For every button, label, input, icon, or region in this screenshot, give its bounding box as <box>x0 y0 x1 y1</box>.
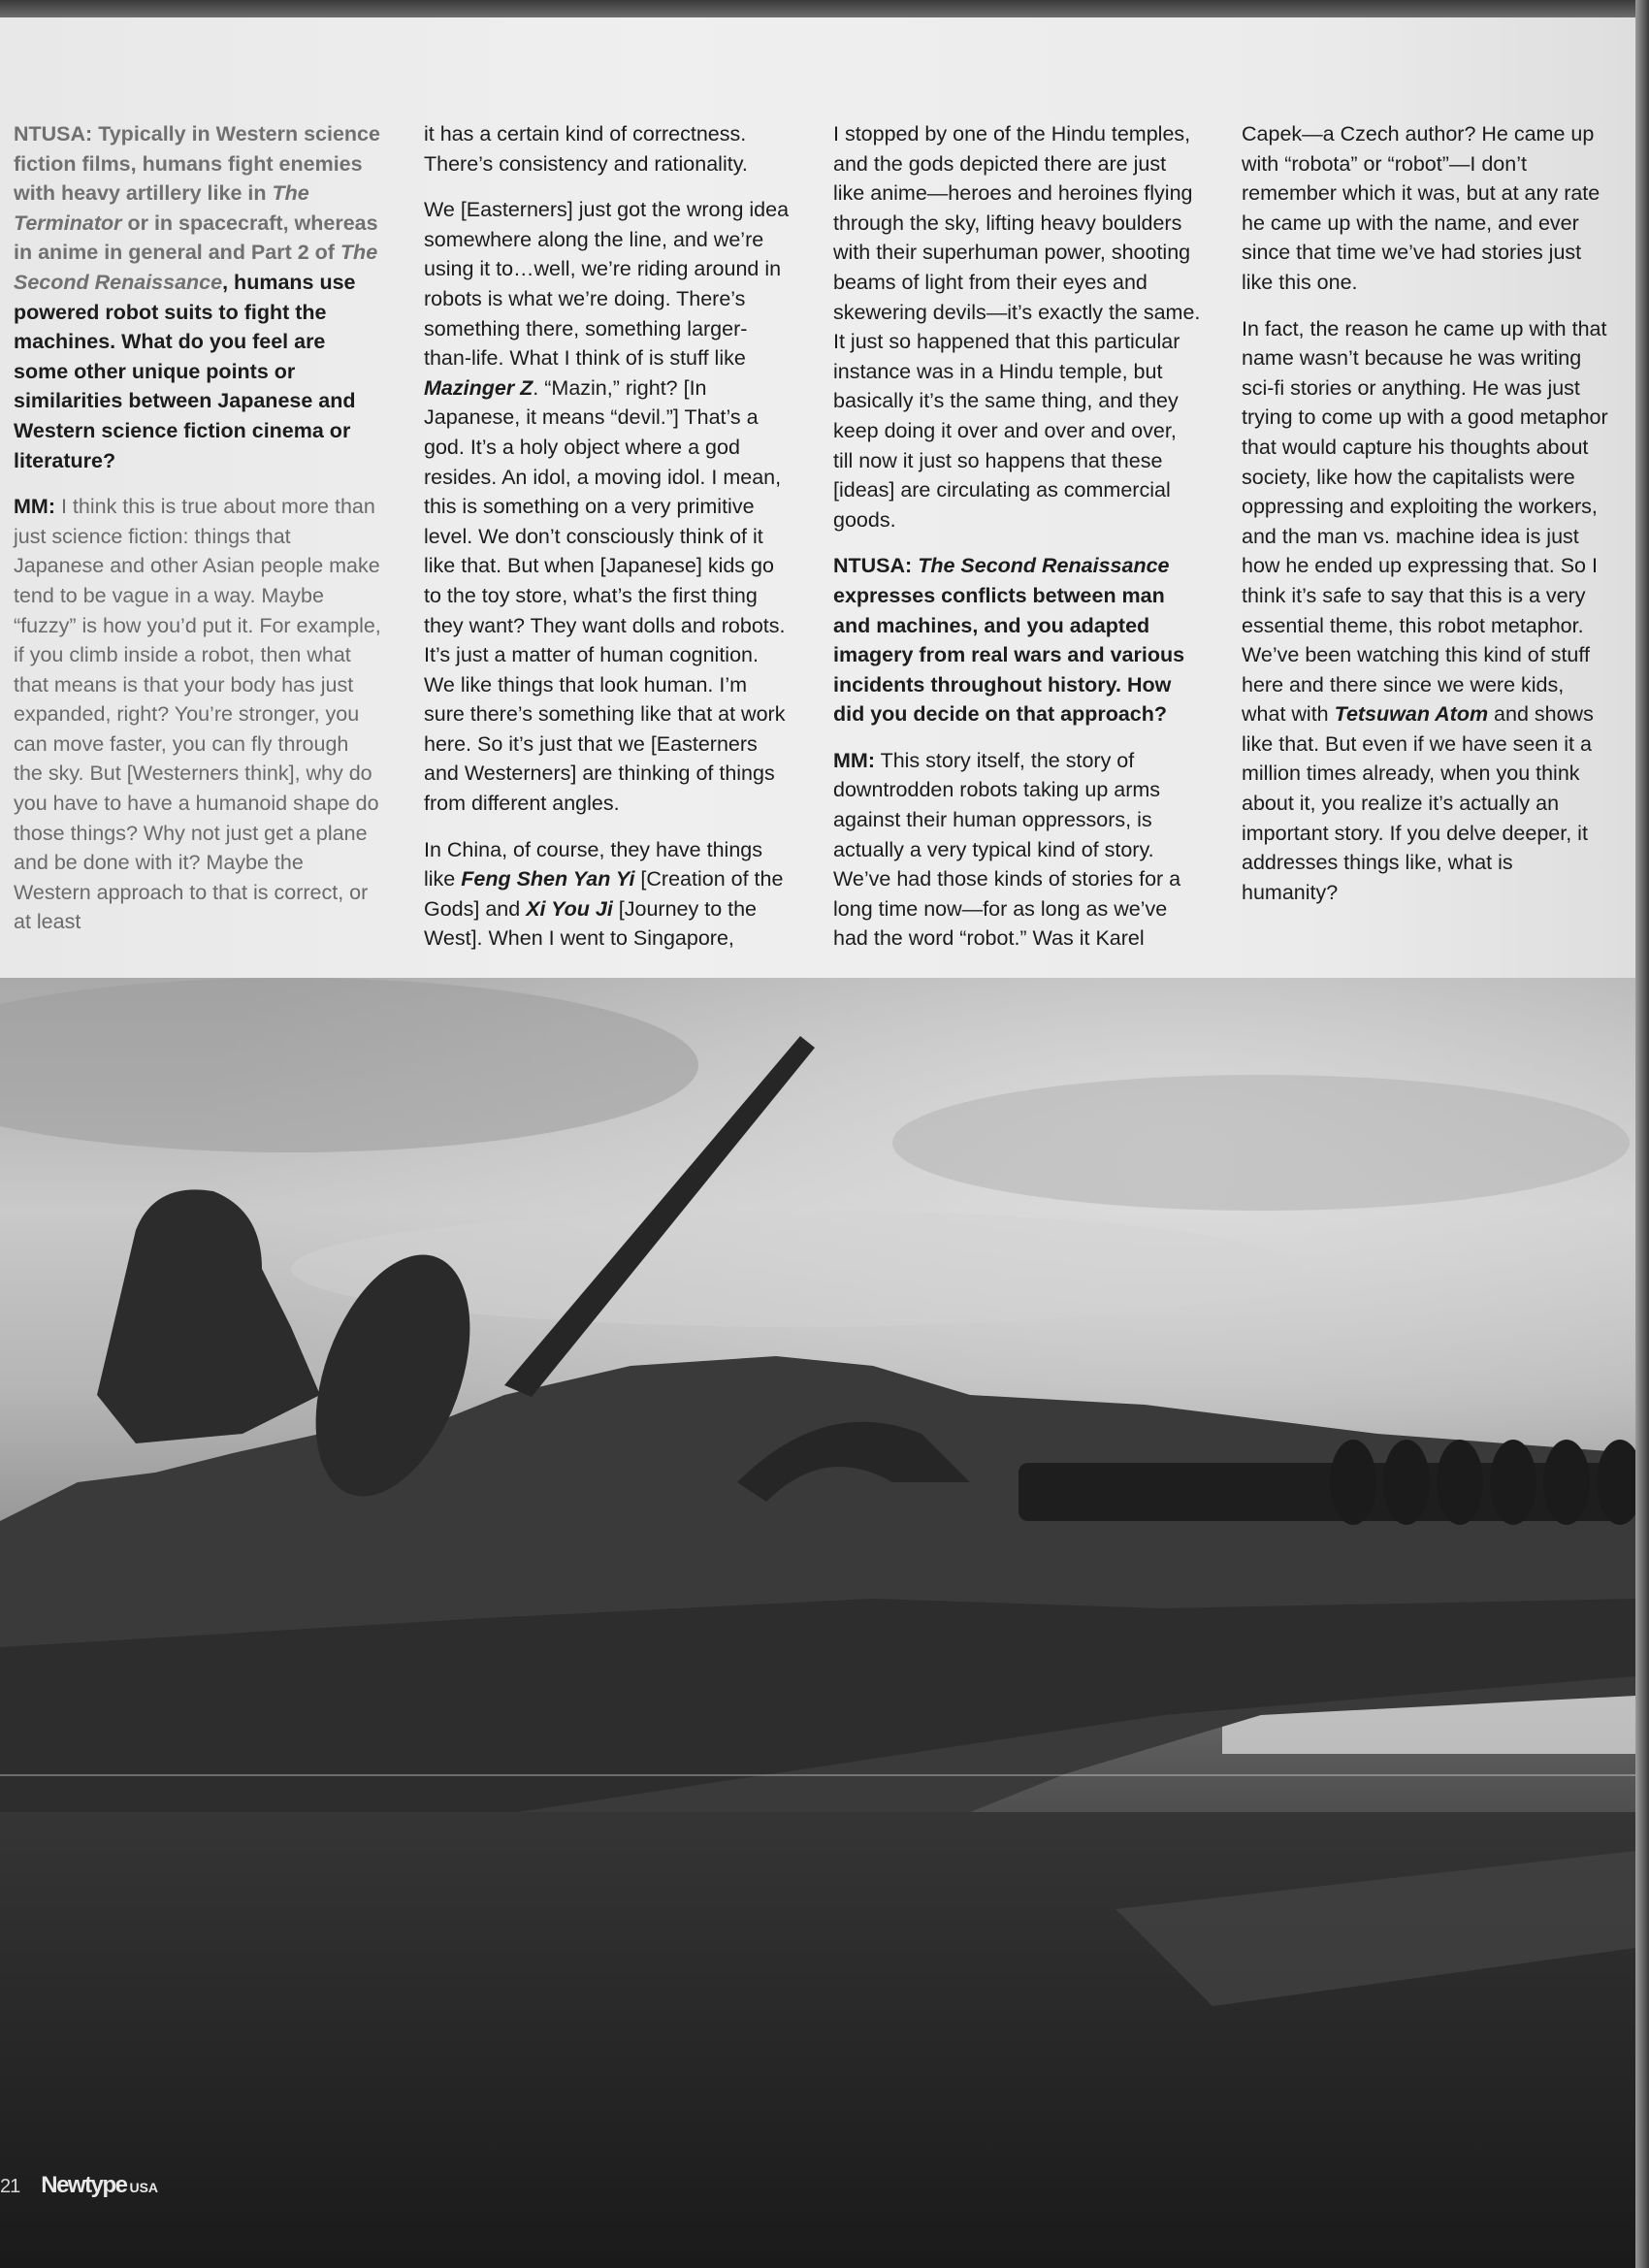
paragraph: I stopped by one of the Hindu temples, and the gods depicted there are just like anime—heroes and heroines flying through the sky, lifting heavy boulders with their superhuman power, shooting beams of light from their eyes and skewering devils—it’s exactly the same. It just so happened that this particular instance was in a Hindu temple, but basically it’s the same thing, and they keep doing it over and over and over, till now it just so happens that these [ideas] are circulating as commercial goods. <box>833 122 1201 532</box>
film-title: The Second Renaissance <box>14 241 378 294</box>
page-number: 21 <box>0 2176 20 2197</box>
anime-title: Tetsuwan Atom <box>1334 702 1489 727</box>
tank-silhouette-photo <box>0 978 1635 2268</box>
article-column-4 <box>1242 119 1610 923</box>
gun-barrel-main <box>1018 1463 1635 1521</box>
novel-title: Feng Shen Yan Yi <box>461 867 635 891</box>
anime-title: Mazinger Z <box>424 375 534 400</box>
tank-illustration <box>0 978 1635 2268</box>
answer-label: MM: <box>833 748 875 772</box>
article-column-3 <box>833 119 1202 970</box>
page-footer <box>0 2172 158 2201</box>
interview-answer-2: MM: This story itself, the story of downtrodden robots taking up arms against their human oppressors, is actually a very typical kind of story. We’ve had those kinds of stories for a long time now—for as long as we’ve had the word “robot.” Was it Karel <box>833 748 1181 951</box>
paragraph: We [Easterners] just got the wrong idea somewhere along the line, and we’re using it to…well, we’re riding around in robots is what we’re doing. There’s something there, something larger-than-life. What I think of is stuff like Mazinger Z. “Mazin,” right? [In Japanese, it means “devil.”] That’s a god. It’s a holy object where a god resides. An idol, a moving idol. I mean, this is something on a very primitive level. We don’t consciously think of it like that. But when [Japanese] kids go to the toy store, what’s the first thing they want? They want dolls and robots. It’s just a matter of human cognition. We like things that look human. I’m sure there’s something like that at work here. So it’s just that we [Easterners and Westerners] are thinking of things from different angles. <box>424 198 790 816</box>
scan-edge-right <box>1635 0 1649 2268</box>
cloud <box>892 1075 1630 1211</box>
scan-edge-top <box>0 0 1649 17</box>
film-title: The Second Renaissance <box>918 554 1170 578</box>
paragraph: In fact, the reason he came up with that name wasn’t because he was writing sci-fi stories or anything. He was just trying to come up with a good metaphor that would capture his thoughts about society, like how the capitalists were oppressing and exploiting the workers, and the man vs. machine idea is just how he ended up expressing that. So I think it’s safe to say that this is a very essential theme, this robot metaphor. We’ve been watching this kind of stuff here and there since we were kids, what with Tetsuwan Atom and shows like that. But even if we have seen it a million times already, when you think about it, you realize it’s actually an important story. If you delve deeper, it addresses things like, what is humanity? <box>1242 316 1608 904</box>
article-text-panel <box>0 17 1635 978</box>
interview-answer-1: MM: I think this is true about more than just science fiction: things that Japanese and other Asian people make tend to be vague in a way. Maybe “fuzzy” is how you’d put it. For example, if you climb inside a robot, then what that means is that your body has just expanded, right? You’re stronger, you can move faster, you can fly through the sky. But [Westerners think], why do you have to have a humanoid shape do those things? Why not just get a plane and be done with it? Maybe the Western approach to that is correct, or at least <box>14 495 381 934</box>
novel-title: Xi You Ji <box>526 896 613 921</box>
answer-label: MM: <box>14 495 55 519</box>
article-column-2 <box>424 119 792 970</box>
paragraph: it has a certain kind of correctness. There’s consistency and rationality. <box>424 122 748 176</box>
interview-question-2: NTUSA: The Second Renaissance expresses conflicts between man and machines, and you adapted imagery from real wars and various incidents throughout history. How did you decide on that approach? <box>833 554 1185 727</box>
interview-question-1: NTUSA: Typically in Western science fiction films, humans fight enemies with heavy artillery like in The Terminator or in spacecraft, whereas in anime in general and Part 2 of The Second Renaissance, humans use powered robot suits to fight the machines. What do you feel are some other unique points or similarities between Japanese and Western science fiction cinema or literature? <box>14 122 380 472</box>
paragraph: Capek—a Czech author? He came up with “robota” or “robot”—I don’t remember which it was, but at any rate he came up with the name, and ever since that time we’ve had stories just like this one. <box>1242 122 1600 294</box>
question-label: NTUSA: <box>833 554 913 578</box>
film-title: The Terminator <box>14 181 309 235</box>
paragraph: In China, of course, they have things like Feng Shen Yan Yi [Creation of the Gods] and Xi You Ji [Journey to the West]. When I went to Singapore, <box>424 837 784 951</box>
question-label: NTUSA: <box>14 122 93 146</box>
photo-rule <box>0 1774 1635 1776</box>
article-column-1 <box>14 119 382 954</box>
publication-logo: Newtype USA <box>41 2172 159 2198</box>
